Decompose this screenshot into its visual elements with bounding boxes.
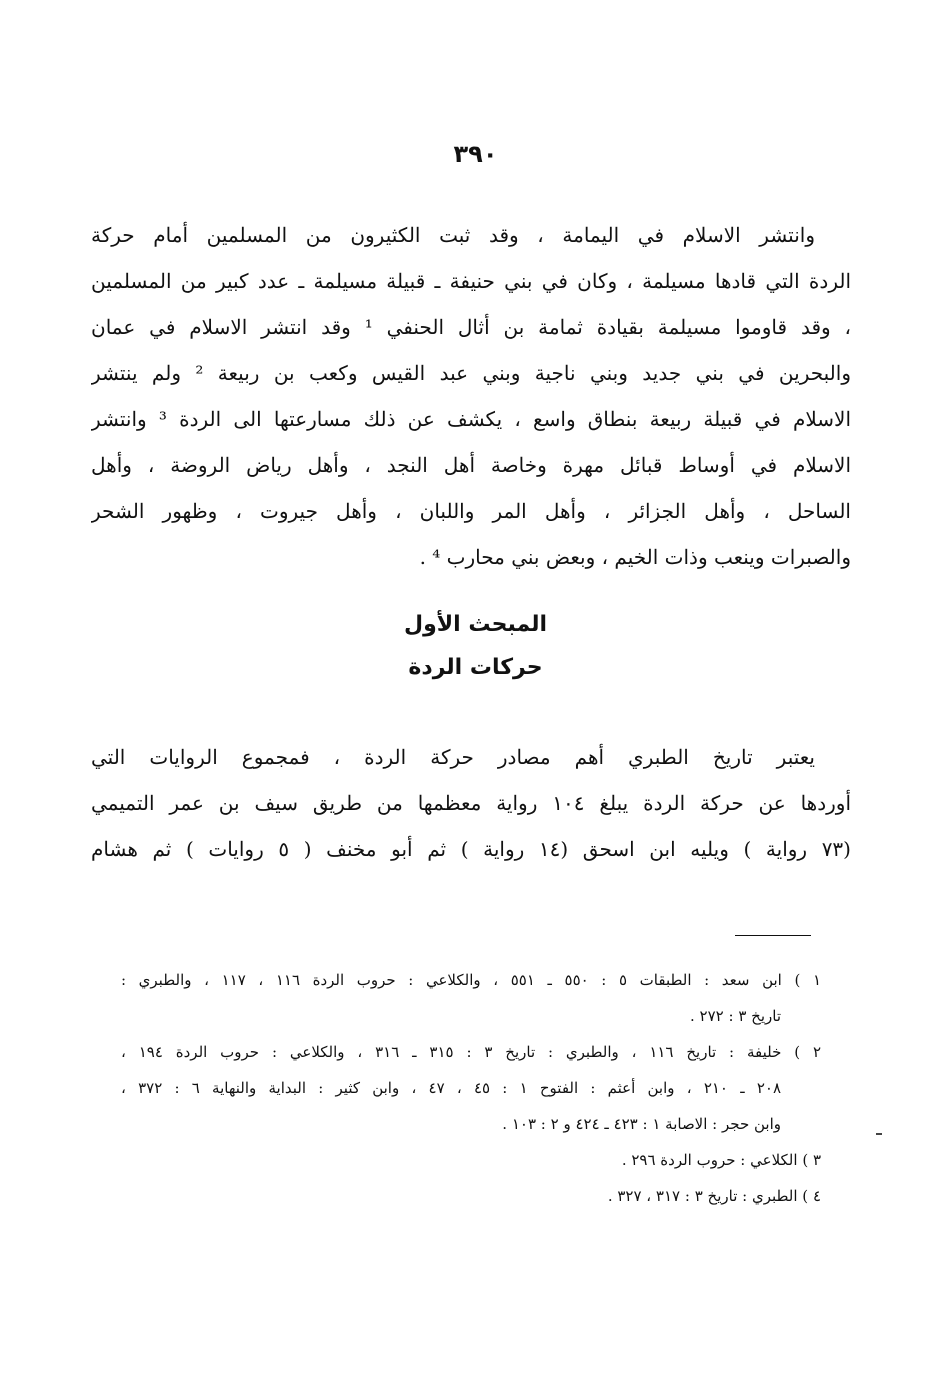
paragraph-line: والصبرات وينعب وذات الخيم ، وبعض بني محارب ⁴ . — [419, 545, 851, 569]
footnote-line: ٢٠٨ ـ ٢١٠ ، وابن أعثم : الفتوح ١ : ٤٥ ، ٤٧ ، وابن كثير : البداية والنهاية ٦ : ٣٧٢ ، — [121, 1079, 782, 1097]
section-heading: المبحث الأول — [403, 612, 548, 637]
paragraph-2 — [91, 734, 851, 872]
footnote-line: وابن حجر : الاصابة ١ : ٤٢٣ ـ ٤٢٤ و ٢ : ١٠٣ . — [502, 1115, 781, 1133]
footnote-line: ٢ ) خليفة : تاريخ ١١٦ ، والطبري : تاريخ ٣ : ٣١٥ ـ ٣١٦ ، والكلاعي : حروب الردة ١٩٤ ، — [121, 1043, 821, 1061]
section-subheading: حركات الردة — [408, 655, 543, 680]
paragraph-line: الساحل ، وأهل الجزائر ، وأهل المر واللبان ، وأهل جيروت ، وظهور الشحر — [91, 499, 851, 523]
margin-mark — [876, 1133, 882, 1135]
footnote-line: تاريخ ٣ : ٢٧٢ . — [690, 1007, 781, 1025]
footnote-line: ١ ) ابن سعد : الطبقات ٥ : ٥٥٠ ـ ٥٥١ ، والكلاعي : حروب الردة ١١٦ ، ١١٧ ، والطبري : — [121, 971, 821, 989]
paragraph-line: يعتبر تاريخ الطبري أهم مصادر حركة الردة ، فمجموع الروايات التي — [91, 745, 815, 769]
paragraph-line: وانتشر الاسلام في اليمامة ، وقد ثبت الكثيرون من المسلمين أمام حركة — [91, 223, 815, 247]
footnotes — [121, 962, 821, 1214]
footnote-line: ٤ ) الطبري : تاريخ ٣ : ٣١٧ ، ٣٢٧ . — [607, 1187, 821, 1205]
paragraph-line: أوردها عن حركة الردة يبلغ ١٠٤ رواية معظمها من طريق سيف بن عمر التميمي — [91, 791, 851, 815]
paragraph-line: الاسلام في أوساط قبائل مهرة وخاصة أهل النجد ، وأهل رياض الروضة ، وأهل — [91, 453, 851, 477]
footnote-separator — [735, 935, 811, 936]
paragraph-line: (٧٣ رواية ) ويليه ابن اسحق (١٤ رواية ) ثم أبو مخنف ( ٥ روايات ) ثم هشام — [91, 837, 851, 861]
footnote-line: ٣ ) الكلاعي : حروب الردة ٢٩٦ . — [621, 1151, 821, 1169]
paragraph-line: الاسلام في قبيلة ربيعة بنطاق واسع ، يكشف عن ذلك مسارعتها الى الردة ³ وانتشر — [91, 407, 851, 431]
paragraph-line: والبحرين في بني جديد وبني ناجية وبني عبد القيس وكعب بن ربيعة ² ولم ينتشر — [91, 361, 851, 385]
paragraph-line: الردة التي قادها مسيلمة ، وكان في بني حنيفة ـ قبيلة مسيلمة ـ عدد كبير من المسلمين — [91, 269, 851, 293]
paragraph-1 — [91, 212, 851, 580]
page-number: ٣٩٠ — [453, 140, 498, 168]
paragraph-line: ، وقد قاوموا مسيلمة بقيادة ثمامة بن أثال الحنفي ¹ وقد انتشر الاسلام في عمان — [91, 315, 851, 339]
